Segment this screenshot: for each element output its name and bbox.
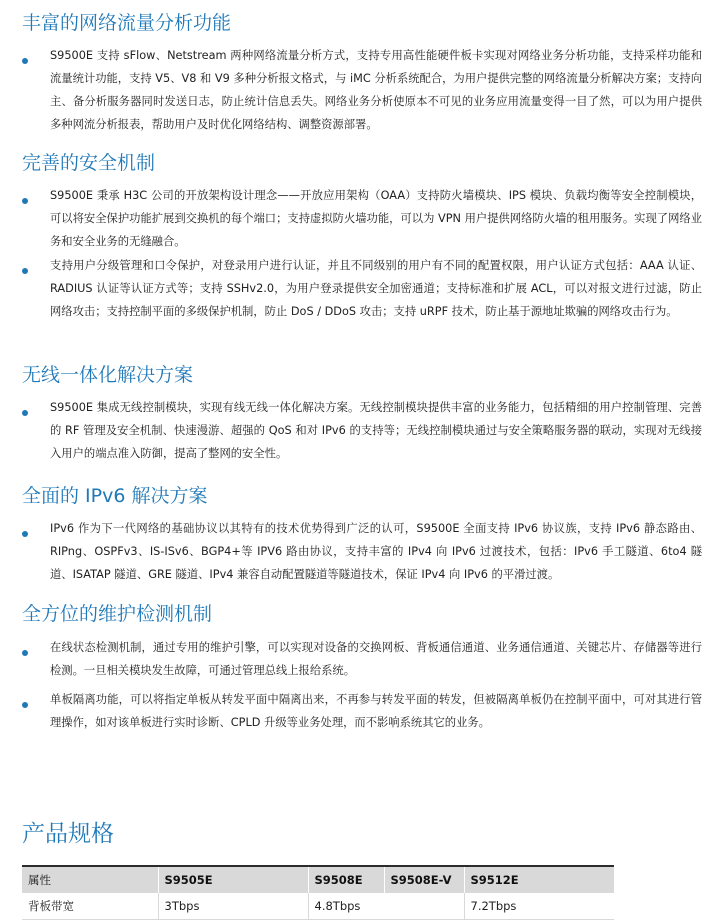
section-paragraph: S9500E 秉承 H3C 公司的开放架构设计理念——开放应用架构（OAA）支持防火墙模块、IPS 模块、负载均衡等安全控制模块，可以将安全保护功能扩展到交换机的每个端口；支持虚拟防火墙功能，可以为 VPN 用户提供网络防火墙的租用服务。实现了网络业务和安全业务的无缝融合。 <box>50 189 702 248</box>
header-attribute: 属性 <box>28 873 51 887</box>
section-paragraph: IPv6 作为下一代网络的基础协议以其特有的技术优势得到广泛的认可，S9500E 全面支持 IPv6 协议族，支持 IPv6 静态路由、RIPng、OSPFv3、IS-ISv6、BGP4+等 IPV6 路由协议，支持丰富的 IPv4 向 IPv6 过渡技术，包括：IPv6 手工隧道、6to4 隧道、ISATAP 隧道、GRE 隧道、IPv4 兼容自动配置隧道等隧道技术，保证 IPv4 向 IPv6 的平滑过渡。 <box>50 522 702 581</box>
section-heading-maintenance: 全方位的维护检测机制 <box>22 603 213 625</box>
table-header-row <box>22 867 614 893</box>
header-model: S9505E <box>158 867 308 893</box>
section-paragraph: 支持用户分级管理和口令保护，对登录用户进行认证，并且不同级别的用户有不同的配置权限，用户认证方式包括：AAA 认证、RADIUS 认证等认证方式等；支持 SSHv2.0，为用户登录提供安全加密通道；支持标准和扩展 ACL，可以对报文进行过滤，防止网络攻击；支持控制平面的多级保护机制，防止 DoS / DDoS 攻击；支持 uRPF 技术，防止基于源地址欺骗的网络攻击行为。 <box>50 259 702 318</box>
bullet-marker <box>22 650 28 656</box>
section-heading-security: 完善的安全机制 <box>22 152 156 174</box>
section-paragraph: 在线状态检测机制，通过专用的维护引擎，可以实现对设备的交换网板、背板通信通道、业务通信通道、关键芯片、存储器等进行检测。一旦相关模块发生故障，可通过管理总线上报给系统。 <box>50 641 702 677</box>
section-paragraph: S9500E 支持 sFlow、Netstream 两种网络流量分析方式，支持专用高性能硬件板卡实现对网络业务分析功能，支持采样功能和流量统计功能，支持 V5、V8 和 V9 多种分析报文格式，与 iMC 分析系统配合，为用户提供完整的网络流量分析解决方案；支持向主、备分析服务器同时发送日志，防止统计信息丢失。网络业务分析使原本不可见的业务应用流量变得一目了然，可以为用户提供多种网流分析报表，帮助用户及时优化网络结构、调整资源部署。 <box>50 49 702 131</box>
cell-value: 7.2Tbps <box>464 893 614 920</box>
header-model: S9508E-V <box>384 867 464 893</box>
bullet-marker <box>22 531 28 537</box>
row-label: 背板带宽 <box>22 893 158 920</box>
bullet-marker <box>22 410 28 416</box>
header-model: S9512E <box>464 867 614 893</box>
bullet-marker <box>22 702 28 708</box>
specs-table <box>22 867 614 920</box>
cell-value: 3Tbps <box>158 893 308 920</box>
section-heading-wireless: 无线一体化解决方案 <box>22 364 194 386</box>
section-paragraph: 单板隔离功能，可以将指定单板从转发平面中隔离出来，不再参与转发平面的转发，但被隔离单板仍在控制平面中，可对其进行管理操作，如对该单板进行实时诊断、CPLD 升级等业务处理，而不影响系统其它的业务。 <box>50 693 702 729</box>
header-model: S9508E <box>308 867 384 893</box>
section-heading-ipv6: 全面的 IPv6 解决方案 <box>22 485 208 507</box>
bullet-marker <box>22 58 28 64</box>
bullet-marker <box>22 268 28 274</box>
cell-value: 4.8Tbps <box>308 893 464 920</box>
specs-title: 产品规格 <box>22 821 114 847</box>
bullet-marker <box>22 198 28 204</box>
table-row <box>22 893 614 920</box>
section-heading-traffic-analysis: 丰富的网络流量分析功能 <box>22 12 232 34</box>
section-paragraph: S9500E 集成无线控制模块，实现有线无线一体化解决方案。无线控制模块提供丰富的业务能力，包括精细的用户控制管理、完善的 RF 管理及安全机制、快速漫游、超强的 QoS 和对 IPv6 的支持等；无线控制模块通过与安全策略服务器的联动，实现对无线接入用户的端点准入防御，提高了整网的安全性。 <box>50 401 702 460</box>
